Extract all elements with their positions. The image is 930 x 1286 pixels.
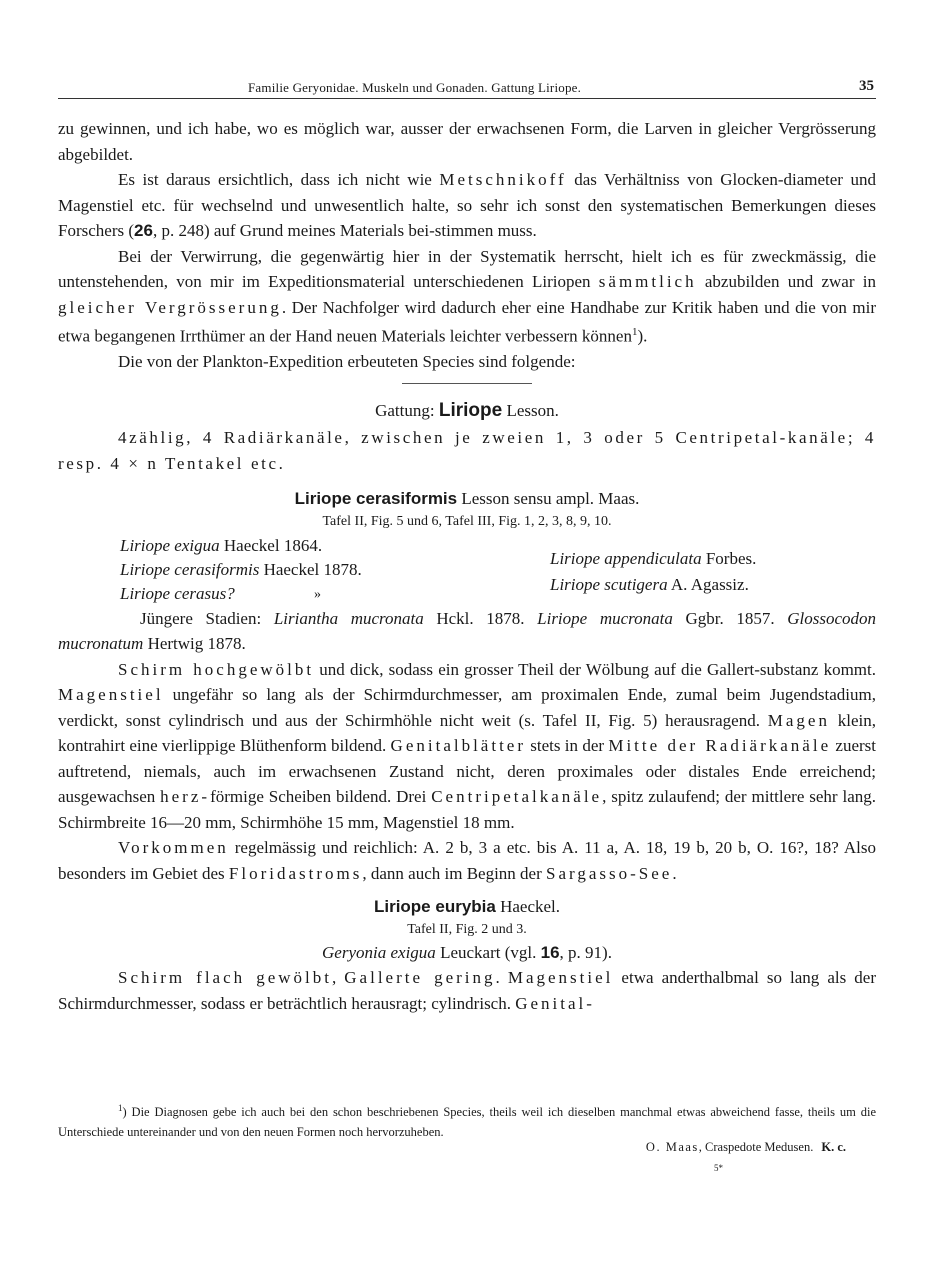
- emphasis: Genital-: [515, 993, 595, 1013]
- footnote-text: [58, 1098, 876, 1142]
- text-run: Ggbr. 1857.: [672, 608, 788, 628]
- text-run: , dann auch im Beginn der: [362, 863, 547, 883]
- reference-number: 26: [134, 221, 153, 240]
- species-2-heading: [58, 894, 876, 920]
- text-run: förmige Scheiben bildend. Drei: [210, 787, 432, 807]
- synonym-author: Haeckel 1878.: [259, 559, 362, 579]
- text-run: Hertwig 1878.: [143, 634, 246, 654]
- synonym-2: [120, 558, 362, 582]
- genus-name: Liriope: [438, 399, 503, 421]
- signature-author: O. Maas: [645, 1140, 699, 1154]
- genus-author: Lesson.: [502, 400, 559, 420]
- genus-heading: [58, 398, 876, 424]
- page-number: 35: [859, 78, 874, 94]
- species-2-name: Liriope eurybia: [373, 897, 496, 917]
- species-1-name: Liriope cerasiformis: [294, 489, 458, 509]
- species-2-plates: Tafel II, Fig. 2 und 3.: [407, 921, 527, 937]
- text-run: das Verhältniss von Glocken-diameter und Magenstiel etc. für wechselnd und unwesentlich halte, so sehr ich sonst den systematischen Bemerkungen dieses Forschers (: [58, 170, 876, 240]
- emphasis: Schirm flach gewölbt: [118, 968, 332, 988]
- species-1-plates: Tafel II, Fig. 5 und 6, Tafel III, Fig. 1, 2, 3, 8, 9, 10.: [322, 513, 612, 529]
- synonym-3: [120, 582, 362, 606]
- synonym-1: [120, 534, 362, 558]
- text-run: ).: [637, 326, 648, 346]
- text-run: stets in der: [526, 736, 609, 756]
- text-run: , spitz zulaufend; der mittlere sehr lang. Schirmbreite 16—20 mm, Schirmhöhe 15 mm, Magenstiel 18 mm.: [58, 787, 876, 832]
- text-run: Leuckart (vgl.: [435, 942, 541, 962]
- species-1-description: [58, 657, 876, 836]
- emphasis: Mitte der Radiärkanäle: [608, 736, 832, 756]
- emphasis: Sargasso-See: [546, 863, 673, 883]
- signature-work: , Craspedote Medusen.: [698, 1140, 814, 1154]
- section-rule: [402, 383, 532, 384]
- text-run: etwa anderthalbmal so lang als der Schirmdurchmesser, sodass er beträchtlich herausragt; cylindrisch.: [58, 968, 877, 1013]
- running-title: Familie Geryonidae. Muskeln und Gonaden. Gattung Liriope.: [248, 80, 582, 95]
- species-1-synonyms: [58, 534, 876, 606]
- emphasis: Magenstiel: [58, 685, 164, 705]
- synonym-name: Liriope cerasus?: [120, 583, 235, 603]
- emphasis: Genitalblätter: [390, 736, 527, 756]
- text-run: Bei der Verwirrung, die gegenwärtig hier in der Systematik herrscht, hielt ich es für zweckmässig, die untenstehenden, von mir im Expeditionsmaterial unterschiedenen Liriopen: [58, 246, 876, 291]
- emphasis-gleicher-vergroesserung: gleicher Vergrösserung: [58, 297, 282, 317]
- emphasis: Magenstiel: [507, 968, 614, 988]
- taxon-name: Liriantha mucronata: [273, 608, 424, 628]
- paragraph-4: Die von der Plankton-Expedition erbeuteten Species sind folgende:: [118, 352, 576, 372]
- species-2-description: [58, 965, 876, 1016]
- synonym-4: [550, 546, 756, 572]
- text-run: Hckl. 1878.: [423, 608, 538, 628]
- text-run: Jüngere Stadien:: [140, 608, 274, 628]
- synonym-author: A. Agassiz.: [667, 574, 749, 594]
- paragraph-2: [58, 167, 876, 244]
- text-run: .: [672, 863, 677, 883]
- genus-diagnosis: 4zählig, 4 Radiärkanäle, zwischen je zweien 1, 3 oder 5 Centripetal-kanäle; 4 resp. 4 × n Tentakel etc.: [58, 428, 876, 473]
- emphasis: Schirm hochgewölbt: [118, 659, 315, 679]
- text-run: abzubilden und zwar in: [696, 272, 876, 291]
- running-header: [58, 78, 876, 98]
- synonym-name: Geryonia exigua: [322, 942, 436, 962]
- footnote-mark: 1: [118, 1103, 123, 1113]
- text-run: regelmässig und reichlich: A. 2 b, 3 a etc. bis A. 11 a, A. 18, 19 b, 20 b, O. 16?, 18? Also besonders im Gebiet des: [58, 838, 876, 883]
- signature-code: K. c.: [821, 1140, 846, 1154]
- footnote: [58, 1098, 876, 1142]
- sheet-number: 5*: [714, 1163, 723, 1173]
- text-run: Es ist daraus ersichtlich, dass ich nicht wie: [118, 170, 440, 189]
- text-run: zuerst auftretend, niemals, auch im erwachsenen Zustand nicht, deren proximales oder distales Ende erreichend; ausgewachsen: [58, 736, 877, 807]
- emphasis: Centripetalkanäle: [431, 787, 603, 807]
- species-1-young-stages: [58, 606, 876, 657]
- text-run: . Der Nachfolger wird dadurch eher eine Handhabe zur Kritik haben und die von mir etwa begangenen Irrthümer an der Hand neuen Materials leichter verbessern können: [58, 297, 877, 346]
- footnote-marker: 1: [631, 326, 638, 338]
- species-2-synonym: [58, 940, 876, 966]
- header-rule: [58, 98, 876, 99]
- species-2-author: Haeckel.: [495, 897, 561, 917]
- emphasis-saemmtlich: sämmtlich: [598, 272, 697, 291]
- emphasis: Vorkommen: [118, 838, 229, 858]
- text-run: ,: [331, 968, 345, 988]
- synonym-name: Liriope appendiculata: [550, 548, 702, 568]
- emphasis: Magen: [767, 710, 830, 730]
- emphasis: Floridastroms: [228, 863, 363, 883]
- text-run: ungefähr so lang als der Schirmdurchmesser, am proximalen Ende, zumal beim Jugendstadium, verdickt, sonst cylindrisch und aus der Schirmhöhle nicht weit (s. Tafel II, Fig. 5) herausragend.: [58, 685, 876, 730]
- synonym-column-right: [550, 546, 756, 598]
- synonym-author: Haeckel 1864.: [219, 535, 323, 555]
- text-run: .: [495, 968, 508, 988]
- species-1-heading: [58, 486, 876, 512]
- ditto-mark: »: [314, 586, 321, 602]
- signature-line: [646, 1140, 846, 1155]
- taxon-name: Liriope mucronata: [537, 608, 673, 628]
- species-1-occurrence: [58, 835, 876, 886]
- paragraph-3: [58, 244, 876, 350]
- reference-number: 16: [540, 942, 560, 962]
- text-run: , p. 248) auf Grund meines Materials bei-stimmen muss.: [152, 221, 537, 240]
- emphasis: Gallerte gering: [344, 968, 496, 988]
- synonym-name: Liriope cerasiformis: [120, 559, 260, 579]
- synonym-name: Liriope exigua: [120, 535, 220, 555]
- text-run: , p. 91).: [559, 942, 612, 962]
- main-text: [58, 116, 876, 1016]
- paragraph-1: zu gewinnen, und ich habe, wo es möglich war, ausser der erwachsenen Form, die Larven in gleicher Vergrösserung abgebildet.: [58, 119, 876, 164]
- genus-label: Gattung:: [375, 400, 439, 420]
- author-name-metschnikoff: Metschnikoff: [439, 170, 567, 189]
- synonym-5: [550, 572, 756, 598]
- text-run: und dick, sodass ein grosser Theil der Wölbung auf die Gallert-substanz kommt.: [314, 659, 877, 679]
- synonym-name: Liriope scutigera: [550, 574, 668, 594]
- text-run: klein, kontrahirt eine vierlippige Blüthenform bildend.: [58, 710, 876, 756]
- emphasis: herz-: [160, 787, 211, 807]
- footnote-body: ) Die Diagnosen gebe ich auch bei den schon beschriebenen Species, theils weil ich dieselben manchmal etwas abweichend fasse, theils um die Unterschiede untereinander und von den neuen Formen noch hervorzuheben.: [58, 1105, 876, 1140]
- synonym-author: Forbes.: [701, 548, 757, 568]
- synonym-column-left: [120, 534, 362, 606]
- taxon-name: Glossocodon mucronatum: [58, 608, 877, 654]
- species-1-author: Lesson sensu ampl. Maas.: [457, 489, 640, 509]
